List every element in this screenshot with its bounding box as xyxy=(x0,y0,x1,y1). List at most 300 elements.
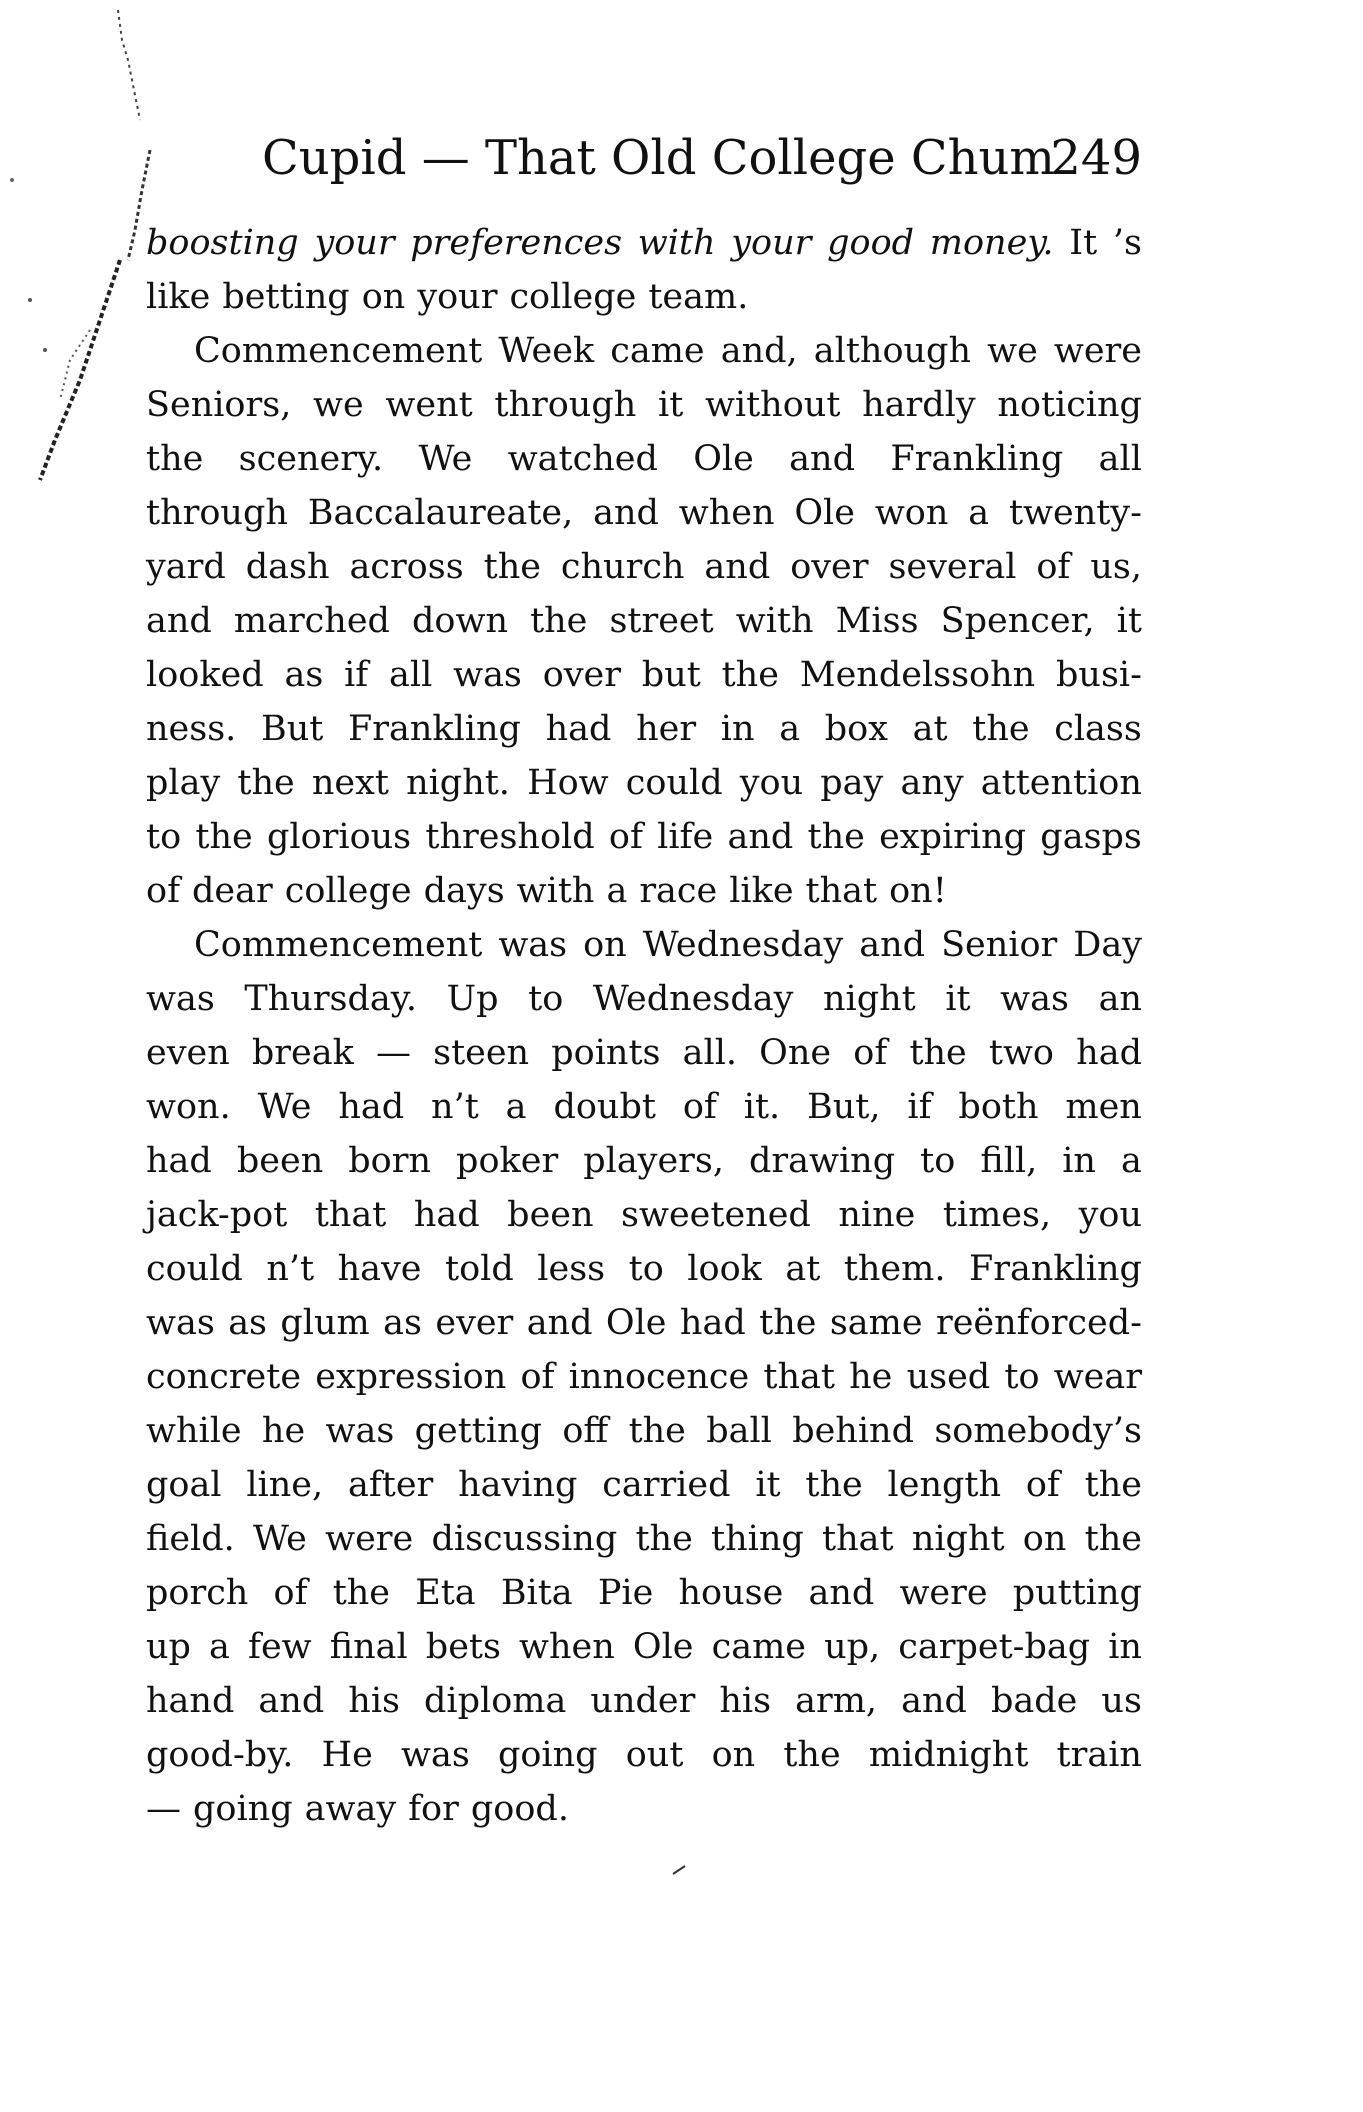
text-line xyxy=(146,1566,1142,1620)
word: that xyxy=(763,1357,835,1397)
word: gasps xyxy=(1040,817,1142,857)
word: up xyxy=(146,1627,191,1667)
word: but xyxy=(641,655,701,695)
text-line xyxy=(146,1404,1142,1458)
word: at xyxy=(785,1249,821,1289)
word: night xyxy=(822,979,916,1019)
text-line xyxy=(146,1188,1142,1242)
word: the xyxy=(1084,1519,1142,1559)
word: the xyxy=(530,601,588,641)
word: concrete xyxy=(146,1357,302,1397)
word: Ole xyxy=(693,439,754,479)
word: days xyxy=(423,871,505,911)
word: Thursday. xyxy=(244,979,418,1019)
word: team. xyxy=(648,277,749,317)
word: ever xyxy=(435,1303,514,1343)
word: of xyxy=(273,1573,308,1613)
word: and xyxy=(526,1303,593,1343)
word: his xyxy=(719,1681,772,1721)
word: all xyxy=(389,655,433,695)
word: a xyxy=(209,1627,230,1667)
word: all. xyxy=(682,1033,738,1073)
word: line, xyxy=(246,1465,324,1505)
word: hand xyxy=(146,1681,235,1721)
word: her xyxy=(636,709,697,749)
word: the xyxy=(759,1303,817,1343)
word: of xyxy=(853,1033,888,1073)
word: although xyxy=(813,331,972,371)
word: a xyxy=(779,709,801,749)
word: street xyxy=(609,601,714,641)
stray-ink-mark xyxy=(672,1865,686,1875)
word: the xyxy=(721,655,779,695)
word: Frankling xyxy=(347,709,521,749)
page-number: 249 xyxy=(1050,130,1142,186)
word: had xyxy=(338,1087,405,1127)
word: drawing xyxy=(749,1141,896,1181)
word: a xyxy=(1121,1141,1142,1181)
word: out xyxy=(625,1735,684,1775)
word: to xyxy=(920,1141,956,1181)
text-line xyxy=(146,756,1142,810)
word: the xyxy=(807,817,865,857)
word: n’t xyxy=(266,1249,315,1289)
body-text xyxy=(146,216,1142,1836)
word: up, xyxy=(824,1627,881,1667)
word: next xyxy=(311,763,389,803)
word: and xyxy=(808,1573,875,1613)
text-line xyxy=(146,1620,1142,1674)
word: your xyxy=(417,277,498,317)
word: an xyxy=(1098,979,1142,1019)
word: hardly xyxy=(862,385,976,425)
word: He xyxy=(321,1735,373,1775)
word: and xyxy=(727,817,794,857)
word: your xyxy=(314,223,395,263)
word: box xyxy=(824,709,888,749)
word: off xyxy=(562,1411,609,1451)
word: preferences xyxy=(410,223,623,263)
word: yard xyxy=(146,547,226,587)
word: the xyxy=(635,1519,693,1559)
word: down xyxy=(412,601,508,641)
word: like xyxy=(729,871,794,911)
word: under xyxy=(590,1681,696,1721)
word: Up xyxy=(446,979,499,1019)
word: through xyxy=(146,493,288,533)
text-line xyxy=(146,1512,1142,1566)
word: We xyxy=(253,1519,307,1559)
word: twenty- xyxy=(1008,493,1142,533)
word: away xyxy=(304,1789,397,1829)
word: scenery. xyxy=(238,439,384,479)
word: Commencement xyxy=(194,925,483,965)
word: few xyxy=(248,1627,312,1667)
word: had xyxy=(146,1141,212,1181)
word: and xyxy=(593,493,659,533)
word: a xyxy=(505,1087,527,1127)
word: night xyxy=(911,1519,1005,1559)
word: a xyxy=(606,871,628,911)
word: as xyxy=(383,1303,422,1343)
word: them. xyxy=(843,1249,946,1289)
word: the xyxy=(783,1735,841,1775)
word: as xyxy=(284,655,324,695)
word: was xyxy=(1000,979,1069,1019)
word: fill, xyxy=(980,1141,1038,1181)
word: carpet-bag xyxy=(898,1627,1091,1667)
word: How xyxy=(527,763,609,803)
word: your xyxy=(731,223,812,263)
word: could xyxy=(625,763,723,803)
word: that xyxy=(314,1195,387,1235)
word: when xyxy=(678,493,775,533)
word: we xyxy=(987,331,1038,371)
text-line xyxy=(146,1134,1142,1188)
word: money. xyxy=(929,223,1054,263)
word: Spencer, xyxy=(940,601,1095,641)
word: thing xyxy=(711,1519,804,1559)
word: bets xyxy=(425,1627,501,1667)
word: and xyxy=(789,439,855,479)
word: as xyxy=(228,1303,268,1343)
word: been xyxy=(236,1141,324,1181)
word: a xyxy=(968,493,990,533)
word: even xyxy=(146,1033,230,1073)
word: poker xyxy=(456,1141,559,1181)
word: length xyxy=(887,1465,1001,1505)
word: was xyxy=(401,1735,470,1775)
word: busi- xyxy=(1056,655,1142,695)
word: it xyxy=(658,385,684,425)
word: reënforced- xyxy=(935,1303,1142,1343)
word: house xyxy=(678,1573,784,1613)
word: dash xyxy=(245,547,330,587)
word: Wednesday xyxy=(642,925,844,965)
word: n’t xyxy=(431,1087,479,1127)
word: boosting xyxy=(146,223,299,263)
word: that xyxy=(805,871,878,911)
word: carried xyxy=(602,1465,731,1505)
text-line xyxy=(146,702,1142,756)
word: of xyxy=(682,1087,717,1127)
word: with xyxy=(516,871,595,911)
text-line xyxy=(146,594,1142,648)
word: nine xyxy=(838,1195,916,1235)
word: the xyxy=(628,1411,686,1451)
word: the xyxy=(146,439,204,479)
word: at xyxy=(912,709,948,749)
word: midnight xyxy=(868,1735,1029,1775)
word: the xyxy=(972,709,1030,749)
word: ’s xyxy=(1112,223,1142,263)
word: the xyxy=(1084,1465,1142,1505)
text-line xyxy=(146,216,1142,270)
word: But xyxy=(260,709,324,749)
word: Baccalaureate, xyxy=(307,493,574,533)
word: expression xyxy=(315,1357,507,1397)
word: goal xyxy=(146,1465,222,1505)
word: times, xyxy=(942,1195,1052,1235)
word: marched xyxy=(233,601,390,641)
word: had xyxy=(1076,1033,1142,1073)
word: having xyxy=(458,1465,578,1505)
word: ness. xyxy=(146,709,237,749)
word: Eta xyxy=(415,1573,476,1613)
word: It xyxy=(1069,223,1098,263)
text-line xyxy=(146,1026,1142,1080)
word: two xyxy=(988,1033,1055,1073)
word: was xyxy=(453,655,522,695)
word: across xyxy=(349,547,464,587)
word: Miss xyxy=(835,601,919,641)
word: in xyxy=(1062,1141,1096,1181)
word: in xyxy=(1108,1627,1142,1667)
word: going xyxy=(193,1789,293,1829)
word: pay xyxy=(820,763,884,803)
word: men xyxy=(1065,1087,1142,1127)
word: any xyxy=(900,763,964,803)
word: and xyxy=(859,925,926,965)
word: diploma xyxy=(424,1681,567,1721)
word: train xyxy=(1056,1735,1142,1775)
word: steen xyxy=(433,1033,530,1073)
text-line xyxy=(146,1782,1142,1836)
word: on xyxy=(583,925,627,965)
text-line xyxy=(146,810,1142,864)
word: could xyxy=(146,1249,243,1289)
word: to xyxy=(528,979,564,1019)
word: watched xyxy=(507,439,658,479)
word: was xyxy=(498,925,568,965)
word: life xyxy=(657,817,714,857)
word: final xyxy=(329,1627,408,1667)
word: college xyxy=(509,277,637,317)
word: Ole xyxy=(794,493,855,533)
word: he xyxy=(849,1357,893,1397)
word: have xyxy=(337,1249,422,1289)
word: porch xyxy=(146,1573,249,1613)
word: less xyxy=(537,1249,606,1289)
word: was xyxy=(325,1411,395,1451)
text-line xyxy=(146,648,1142,702)
text-line xyxy=(146,432,1142,486)
word: the xyxy=(237,763,295,803)
word: We xyxy=(257,1087,312,1127)
word: you xyxy=(1078,1195,1142,1235)
word: went xyxy=(385,385,473,425)
word: Frankling xyxy=(890,439,1064,479)
word: with xyxy=(637,223,716,263)
word: came xyxy=(711,1627,806,1667)
word: wear xyxy=(1053,1357,1142,1397)
text-line xyxy=(146,972,1142,1026)
word: were xyxy=(1053,331,1142,371)
word: the xyxy=(195,817,253,857)
word: had xyxy=(545,709,612,749)
word: betting xyxy=(222,277,350,317)
running-title: Cupid — That Old College Chum xyxy=(262,130,1055,186)
word: Frankling xyxy=(968,1249,1142,1289)
word: One xyxy=(759,1033,832,1073)
word: had xyxy=(679,1303,746,1343)
word: over xyxy=(542,655,621,695)
word: look xyxy=(687,1249,762,1289)
word: when xyxy=(519,1627,615,1667)
word: to xyxy=(628,1249,664,1289)
word: without xyxy=(704,385,841,425)
word: us, xyxy=(1090,547,1142,587)
word: glorious xyxy=(266,817,412,857)
word: on xyxy=(361,277,406,317)
word: church xyxy=(560,547,685,587)
word: and xyxy=(146,601,212,641)
word: players, xyxy=(583,1141,724,1181)
word: if xyxy=(907,1087,932,1127)
word: break xyxy=(251,1033,354,1073)
word: bade xyxy=(990,1681,1078,1721)
text-line xyxy=(146,1080,1142,1134)
word: Pie xyxy=(597,1573,654,1613)
margin-ink-smudge xyxy=(0,0,160,520)
word: going xyxy=(497,1735,598,1775)
word: to xyxy=(146,817,182,857)
word: good. xyxy=(470,1789,569,1829)
word: expiring xyxy=(879,817,1027,857)
word: We xyxy=(418,439,473,479)
word: was xyxy=(146,1303,215,1343)
word: through xyxy=(494,385,637,425)
word: while xyxy=(146,1411,242,1451)
word: of xyxy=(608,817,643,857)
word: used xyxy=(906,1357,991,1397)
word: Day xyxy=(1073,925,1142,965)
word: behind xyxy=(792,1411,914,1451)
word: over xyxy=(790,547,869,587)
word: after xyxy=(347,1465,434,1505)
word: on xyxy=(711,1735,756,1775)
text-line xyxy=(146,540,1142,594)
word: was xyxy=(146,979,215,1019)
word: the xyxy=(805,1465,863,1505)
word: were xyxy=(325,1519,414,1559)
word: were xyxy=(899,1573,988,1613)
word: his xyxy=(348,1681,400,1721)
word: glum xyxy=(280,1303,370,1343)
text-line xyxy=(146,1242,1142,1296)
word: we xyxy=(313,385,364,425)
word: of xyxy=(1036,547,1071,587)
text-line xyxy=(146,1296,1142,1350)
word: play xyxy=(146,763,221,803)
word: Week xyxy=(498,331,595,371)
word: Senior xyxy=(941,925,1058,965)
word: Mendelssohn xyxy=(799,655,1036,695)
text-line xyxy=(146,1674,1142,1728)
word: several xyxy=(888,547,1017,587)
word: won xyxy=(874,493,949,533)
word: ball xyxy=(706,1411,772,1451)
word: good-by. xyxy=(146,1735,294,1775)
text-line xyxy=(146,270,1142,324)
word: looked xyxy=(146,655,264,695)
word: of xyxy=(1025,1465,1060,1505)
word: threshold xyxy=(425,817,595,857)
word: Ole xyxy=(632,1627,694,1667)
word: Seniors, xyxy=(146,385,292,425)
text-line xyxy=(146,486,1142,540)
text-line xyxy=(146,378,1142,432)
word: race xyxy=(639,871,718,911)
word: on! xyxy=(889,871,947,911)
word: been xyxy=(507,1195,594,1235)
word: But, xyxy=(807,1087,881,1127)
word: he xyxy=(261,1411,306,1451)
word: it xyxy=(1116,601,1142,641)
text-line xyxy=(146,1728,1142,1782)
word: the xyxy=(483,547,541,587)
word: discussing xyxy=(431,1519,618,1559)
word: Commencement xyxy=(194,331,483,371)
word: in xyxy=(720,709,755,749)
word: told xyxy=(445,1249,514,1289)
word: putting xyxy=(1012,1573,1142,1613)
word: you xyxy=(739,763,804,803)
word: on xyxy=(1022,1519,1067,1559)
word: getting xyxy=(414,1411,542,1451)
text-line xyxy=(146,864,1142,918)
word: college xyxy=(284,871,412,911)
word: that xyxy=(822,1519,894,1559)
word: dear xyxy=(192,871,273,911)
word: had xyxy=(413,1195,480,1235)
word: to xyxy=(1004,1357,1040,1397)
word: for xyxy=(408,1789,459,1829)
word: arm, xyxy=(795,1681,878,1721)
word: innocence xyxy=(568,1357,750,1397)
word: and, xyxy=(720,331,798,371)
word: both xyxy=(958,1087,1039,1127)
word: Ole xyxy=(605,1303,667,1343)
word: and xyxy=(258,1681,325,1721)
word: of xyxy=(520,1357,555,1397)
word: jack-pot xyxy=(146,1195,288,1235)
text-line xyxy=(146,1458,1142,1512)
word: of xyxy=(146,871,181,911)
word: born xyxy=(348,1141,432,1181)
word: same xyxy=(829,1303,923,1343)
word: attention xyxy=(980,763,1142,803)
word: noticing xyxy=(997,385,1142,425)
word: — xyxy=(375,1033,411,1073)
word: the xyxy=(909,1033,967,1073)
word: and xyxy=(901,1681,967,1721)
word: sweetened xyxy=(621,1195,811,1235)
text-line xyxy=(146,1350,1142,1404)
word: field. xyxy=(146,1519,235,1559)
word: Wednesday xyxy=(592,979,794,1019)
word: points xyxy=(551,1033,661,1073)
word: Bita xyxy=(500,1573,573,1613)
word: came xyxy=(610,331,705,371)
word: good xyxy=(827,223,915,263)
word: if xyxy=(344,655,369,695)
word: the xyxy=(332,1573,391,1613)
word: us xyxy=(1101,1681,1142,1721)
word: won. xyxy=(146,1087,231,1127)
word: with xyxy=(735,601,814,641)
word: like xyxy=(146,277,211,317)
